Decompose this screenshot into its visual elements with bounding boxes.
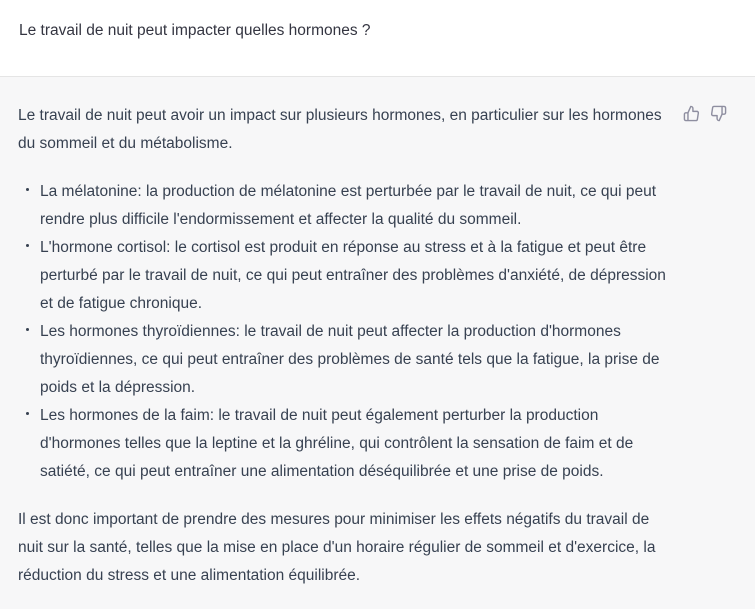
assistant-message-content — [18, 102, 678, 590]
assistant-intro: Le travail de nuit peut avoir un impact sur plusieurs hormones, en particulier sur les hormones du sommeil et du métabolisme. — [18, 107, 662, 152]
feedback-buttons — [683, 105, 727, 122]
list-item: Les hormones de la faim: le travail de nuit peut également perturber la production d'hormones telles que la leptine et la ghréline, qui contrôlent la sensation de faim et de satiété, ce qui peut entraîner une alimentation déséquilibrée et une prise de poids. — [40, 402, 678, 486]
assistant-conclusion: Il est donc important de prendre des mesures pour minimiser les effets négatifs du travail de nuit sur la santé, telles que la mise en place d'un horaire régulier de sommeil et d'exercice, la réduction du stress et une alimentation équilibrée. — [18, 511, 656, 584]
hormone-list — [18, 178, 678, 486]
thumbs-up-icon[interactable] — [683, 105, 700, 122]
thumbs-down-icon[interactable] — [710, 105, 727, 122]
list-item: Les hormones thyroïdiennes: le travail de nuit peut affecter la production d'hormones thyroïdiennes, ce qui peut entraîner des problèmes de santé tels que la fatigue, la prise de poids et la dépression. — [40, 318, 678, 402]
list-item: La mélatonine: la production de mélatonine est perturbée par le travail de nuit, ce qui peut rendre plus difficile l'endormissement et affecter la qualité du sommeil. — [40, 178, 678, 234]
user-message-text: Le travail de nuit peut impacter quelles hormones ? — [19, 22, 371, 39]
user-message-row — [0, 0, 755, 77]
list-item: L'hormone cortisol: le cortisol est produit en réponse au stress et à la fatigue et peut être perturbé par le travail de nuit, ce qui peut entraîner des problèmes d'anxiété, de dépression et de fatigue chronique. — [40, 234, 678, 318]
assistant-message-row — [0, 77, 755, 609]
